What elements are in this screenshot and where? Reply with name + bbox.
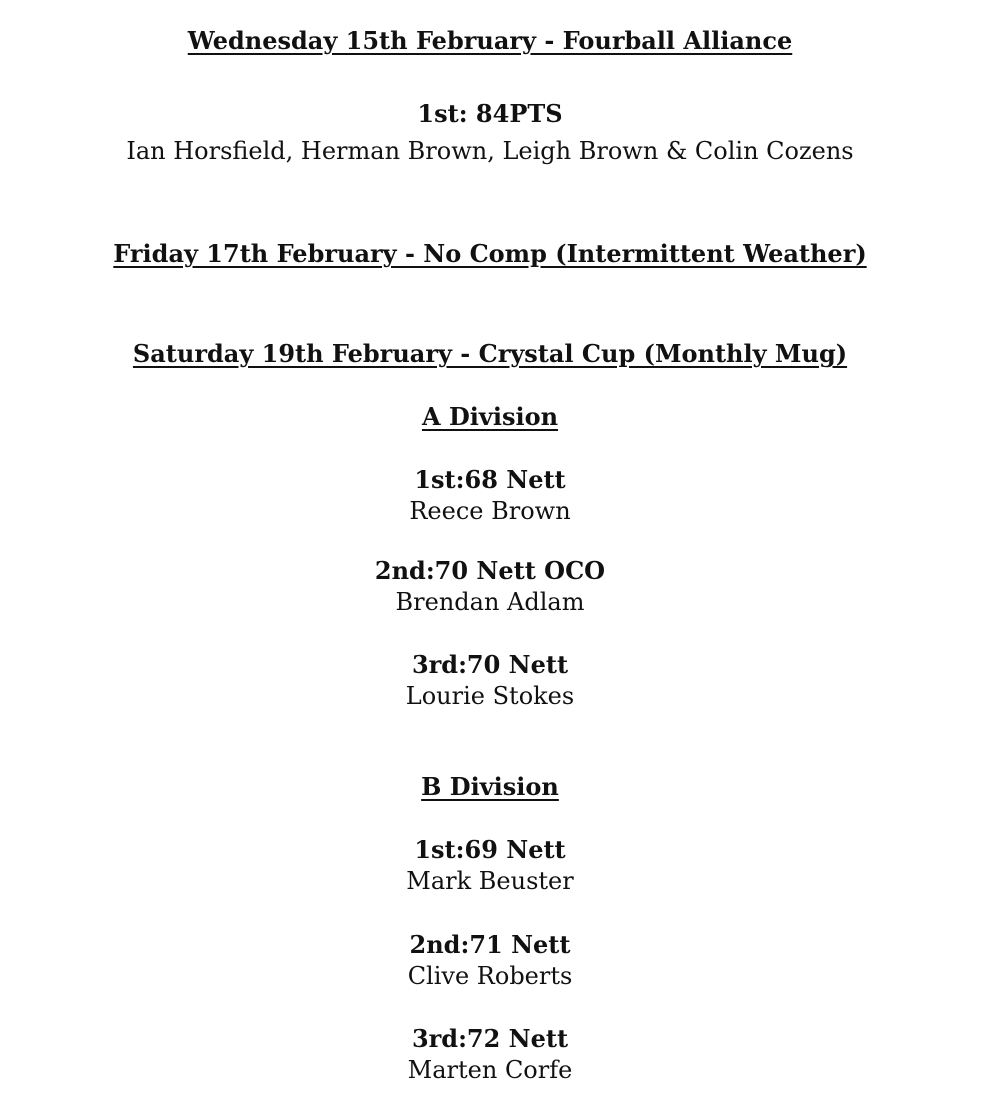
b-division-second-name: Clive Roberts (407, 962, 573, 990)
a-division-first-name: Reece Brown (409, 497, 571, 525)
b-division-first-place: 1st:69 Nett (414, 835, 566, 864)
a-division-third-place: 3rd:70 Nett (411, 650, 569, 679)
b-division-first-name: Mark Beuster (406, 867, 574, 895)
wednesday-heading: Wednesday 15th February - Fourball Alliance (187, 26, 793, 55)
wednesday-first-names: Ian Horsfield, Herman Brown, Leigh Brown & Colin Cozens (126, 137, 854, 165)
b-division-third-place: 3rd:72 Nett (411, 1024, 569, 1053)
saturday-heading: Saturday 19th February - Crystal Cup (Monthly Mug) (132, 339, 848, 368)
a-division-first-place: 1st:68 Nett (414, 465, 566, 494)
wednesday-first-place: 1st: 84PTS (417, 99, 563, 128)
a-division-second-place: 2nd:70 Nett OCO (374, 556, 606, 585)
friday-heading: Friday 17th February - No Comp (Intermittent Weather) (113, 239, 867, 268)
a-division-second-name: Brendan Adlam (395, 588, 585, 616)
b-division-second-place: 2nd:71 Nett (409, 930, 571, 959)
b-division-third-name: Marten Corfe (407, 1056, 573, 1084)
b-division-heading: B Division (421, 772, 559, 801)
a-division-heading: A Division (421, 402, 559, 431)
a-division-third-name: Lourie Stokes (405, 682, 575, 710)
